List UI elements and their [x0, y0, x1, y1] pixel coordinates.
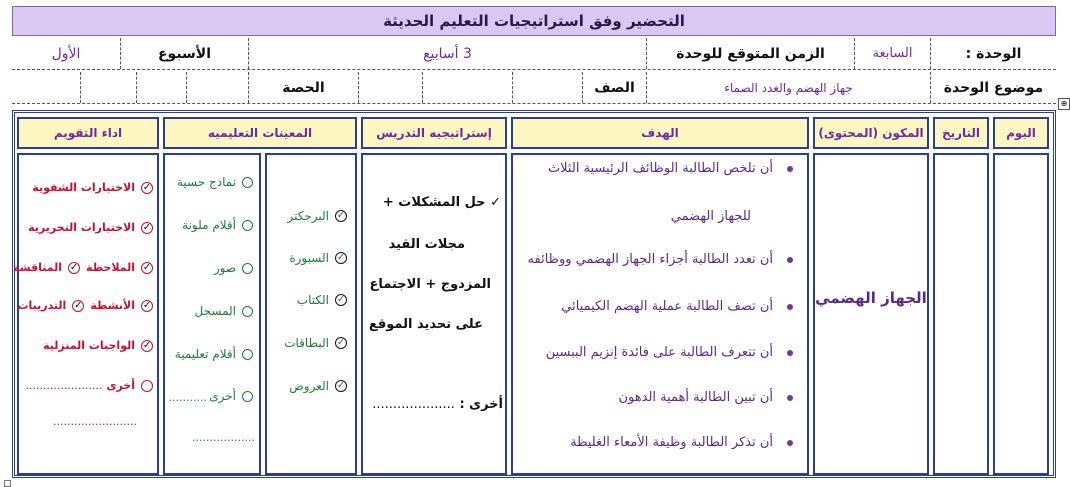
eval-written-tests[interactable]: ✓ الاختبارات التحريرية: [28, 221, 152, 234]
eval-oral-tests[interactable]: ✓ الاختبارات الشفوية: [32, 181, 152, 194]
checked-circle-icon: ✓: [336, 337, 346, 348]
aid-presentations[interactable]: ✓ العروض: [289, 379, 346, 393]
blank-cell-3: [186, 72, 248, 103]
bullet-icon: [787, 350, 793, 356]
goal-item-1-cont: للجهاز الهضمي: [670, 209, 751, 224]
empty-circle-icon: [242, 349, 253, 360]
empty-circle-icon: [242, 220, 253, 231]
grade-label: الصف: [582, 72, 646, 103]
day-cell: [993, 153, 1049, 475]
col-header-strategy: إستراتيجيه التدريس: [361, 117, 507, 149]
blank-cell-1: [422, 72, 512, 103]
aid-teaching-pens[interactable]: أقلام تعليمية: [175, 347, 253, 361]
goal-cell: [511, 153, 809, 475]
goal-item-4: أن تتعرف الطالبة على فائدة إنزيم الببسين: [546, 345, 793, 360]
aid-board[interactable]: ✓ السبورة: [289, 251, 346, 265]
checked-circle-icon: ✓: [336, 380, 346, 391]
checked-circle-icon: ✓: [142, 222, 152, 233]
col-header-goal: الهدف: [511, 117, 809, 149]
unit-value: السابعة: [854, 38, 930, 69]
checked-circle-icon: ✓: [336, 252, 346, 263]
aid-colored-pens[interactable]: أقلام ملونة: [182, 218, 253, 232]
aid-models[interactable]: نماذج حسية: [177, 175, 253, 189]
bullet-icon: [787, 304, 793, 310]
goal-item-6: أن تذكر الطالبة وظيفة الأمعاء الغليظة: [570, 435, 793, 450]
empty-circle-icon: [141, 380, 153, 392]
aid-other[interactable]: أخرى: [209, 389, 253, 403]
empty-circle-icon: [242, 177, 253, 188]
goal-item-3: أن تصف الطالبة عملية الهضم الكيميائي: [561, 299, 793, 314]
checked-circle-icon: ✓: [142, 262, 152, 273]
bullet-icon: [787, 257, 793, 263]
bullet-icon: [787, 166, 793, 172]
aids-checked-cell: [265, 153, 357, 475]
bullet-icon: [787, 440, 793, 446]
checked-circle-icon: ✓: [142, 182, 152, 193]
empty-circle-icon: [242, 306, 253, 317]
goal-item-2: أن تعدد الطالبة أجزاء الجهاز الهضمي ووظائفه: [528, 252, 793, 267]
checked-circle-icon: ✓: [336, 210, 346, 221]
strategy-line-1: ✓ حل المشكلات +: [382, 195, 501, 210]
lesson-plan-table: [12, 110, 1056, 478]
check-icon: ✓: [490, 195, 501, 210]
strategy-line-4: على تحديد الموقع: [368, 317, 483, 332]
col-header-date: التاريخ: [933, 117, 989, 149]
col-header-evaluation: اداء التقويم: [17, 117, 159, 149]
grade-value-cell: [512, 72, 582, 103]
week-label: الأسبوع: [120, 38, 248, 69]
topic-value: جهاز الهضم والغدد الصماء: [646, 72, 930, 103]
duration-label: الزمن المتوقع للوحدة: [646, 38, 854, 69]
col-header-day: اليوم: [993, 117, 1049, 149]
aid-recorder[interactable]: المسجل: [195, 304, 253, 318]
strategy-cell: [361, 153, 507, 475]
eval-homework[interactable]: ✓ الواجبات المنزلية: [43, 339, 152, 352]
bullet-icon: [787, 395, 793, 401]
aid-other-dots: ...........: [168, 391, 207, 404]
date-cell: [933, 153, 989, 475]
page-title: التحضير وفق استراتيجيات التعليم الحديثة: [12, 6, 1056, 36]
blank-cell-6: [12, 72, 80, 103]
checked-circle-icon: ✓: [142, 340, 152, 351]
strategy-line-3: المزدوج + الاجتماع: [369, 277, 491, 292]
checked-circle-icon: ✓: [336, 294, 346, 305]
aid-pictures[interactable]: صور: [214, 261, 253, 275]
goal-item-5: أن تبين الطالبة أهمية الدهون: [619, 390, 794, 405]
content-value: الجهاز الهضمي: [815, 289, 927, 307]
aid-book[interactable]: ✓ الكتاب: [296, 293, 346, 307]
header-row-unit: [12, 38, 1056, 70]
empty-circle-icon: [242, 391, 253, 402]
blank-cell-2: [358, 72, 422, 103]
eval-observation[interactable]: ✓ الملاحظة ✓ المناقشة: [13, 261, 152, 274]
evaluation-cell: [13, 153, 159, 475]
strategy-other: أخرى : ....................: [372, 397, 503, 412]
aids-unchecked-cell: [163, 153, 261, 475]
blank-cell-5: [80, 72, 136, 103]
unit-label: الوحدة :: [930, 38, 1056, 69]
aid-extra-dots: ..................: [192, 431, 255, 444]
empty-circle-icon: [242, 263, 253, 274]
col-header-component: المكون (المحتوى): [813, 117, 929, 149]
checked-circle-icon: ✓: [74, 300, 83, 311]
checked-circle-icon: ✓: [142, 300, 152, 311]
eval-extra-dots: ........................: [53, 415, 137, 428]
header-row-topic: [12, 72, 1056, 104]
component-cell: [813, 153, 929, 475]
goal-item-1: أن تلخص الطالبة الوظائف الرئيسية الثلاث: [548, 161, 793, 176]
aid-projector[interactable]: ✓ البرجكتر: [287, 209, 346, 223]
aid-cards[interactable]: ✓ البطاقات: [284, 336, 346, 350]
strategy-line-2: مجلات القيد: [388, 237, 465, 252]
period-label: الحصة: [248, 72, 358, 103]
eval-other[interactable]: أخرى ......................: [25, 379, 153, 392]
checked-circle-icon: ✓: [69, 262, 79, 273]
week-value: الأول: [51, 45, 81, 62]
blank-cell-4: [136, 72, 186, 103]
table-move-handle-icon[interactable]: ⊕: [1058, 98, 1070, 110]
eval-activities[interactable]: ✓ الأنشطة ✓ التدريبات: [17, 299, 152, 312]
topic-label: موضوع الوحدة: [930, 72, 1056, 103]
duration-value: 3 أسابيع: [248, 38, 646, 69]
col-header-aids: المعينات التعليميه: [163, 117, 357, 149]
